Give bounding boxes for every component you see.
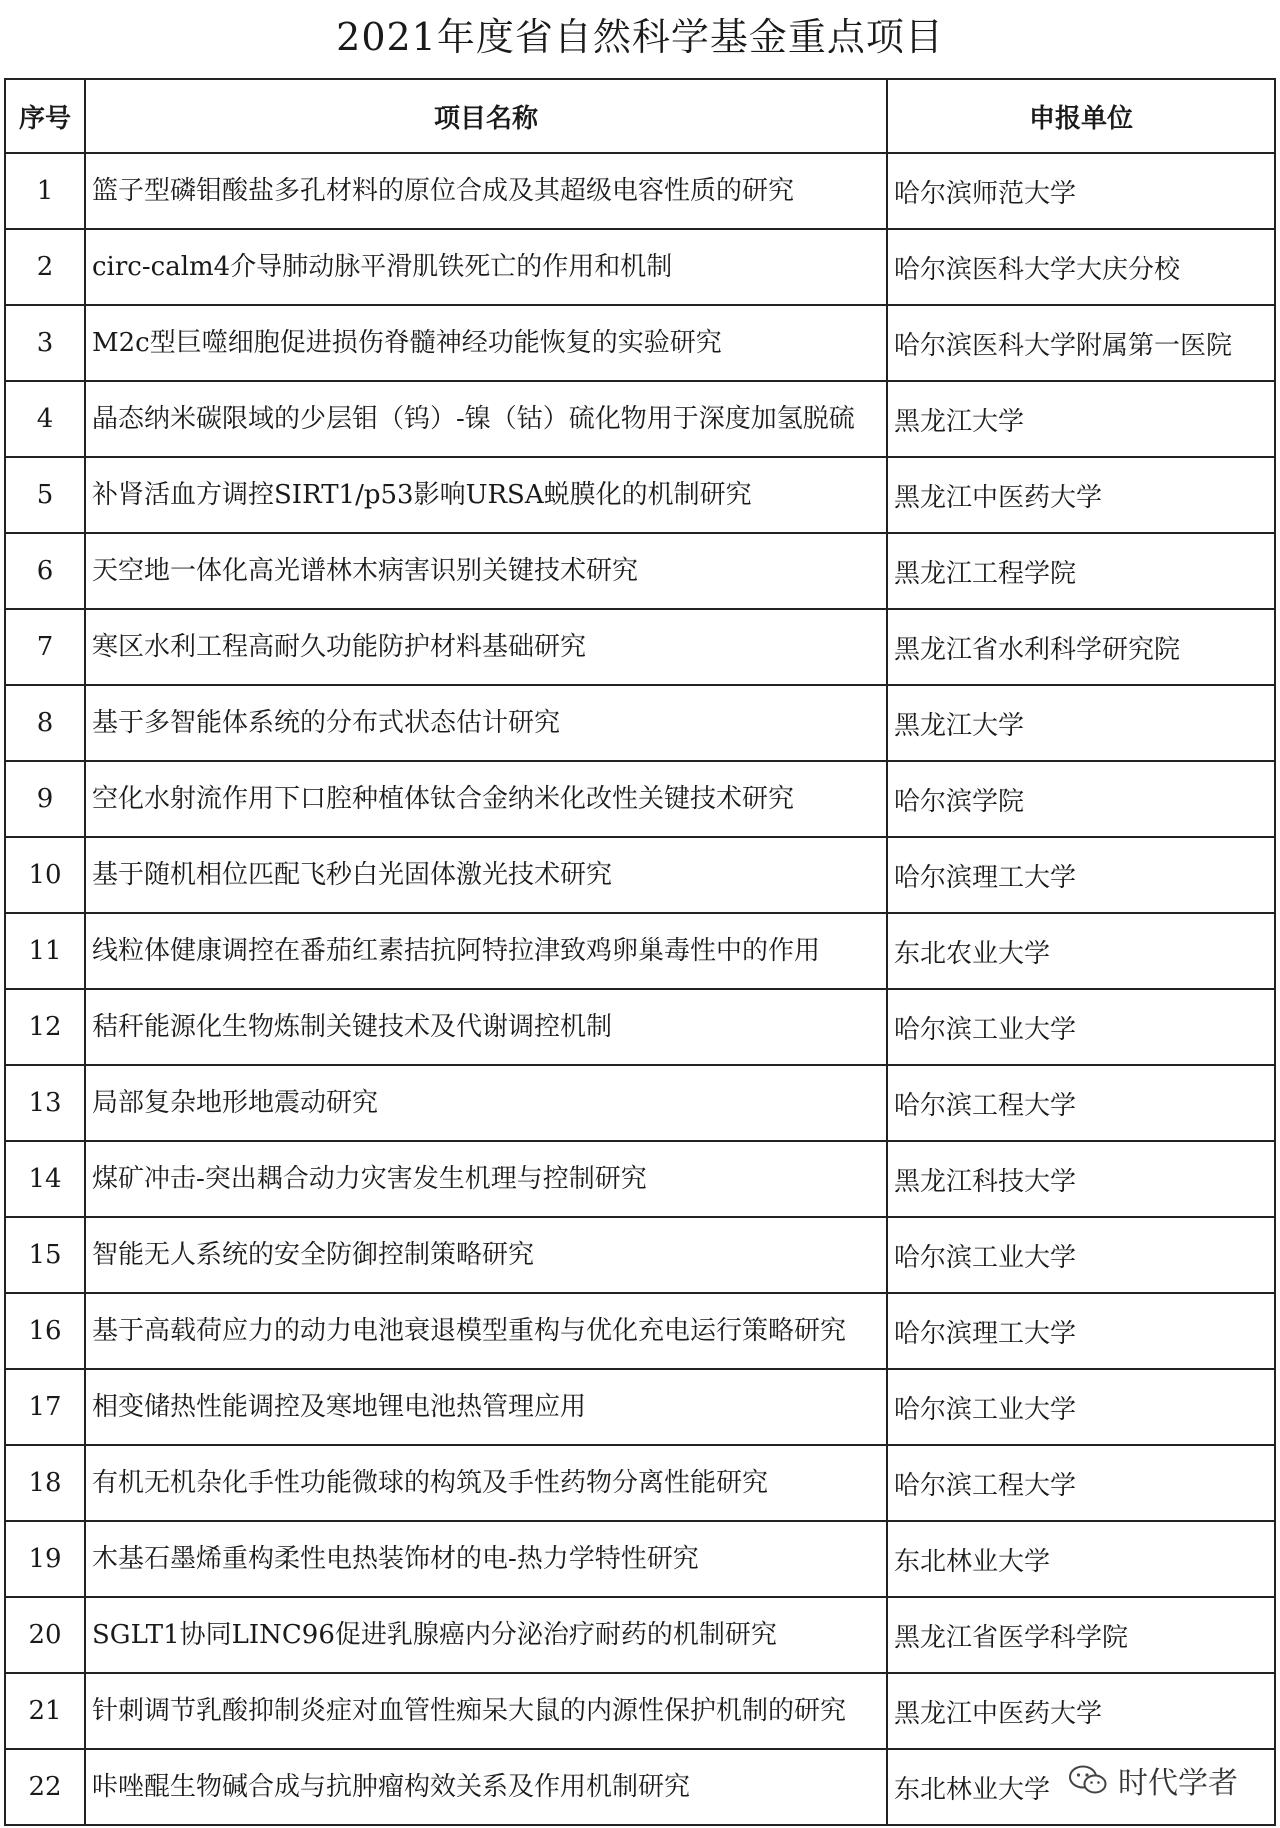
- row-unit: 哈尔滨理工大学: [887, 837, 1275, 913]
- row-num: 11: [5, 913, 85, 989]
- row-num: 9: [5, 761, 85, 837]
- row-unit: 黑龙江省水利科学研究院: [887, 609, 1275, 685]
- row-unit: 黑龙江中医药大学: [887, 457, 1275, 533]
- row-unit: 哈尔滨医科大学附属第一医院: [887, 305, 1275, 381]
- row-unit: 黑龙江大学: [887, 381, 1275, 457]
- table-row: [5, 1445, 1275, 1521]
- row-project-name: 篮子型磷钼酸盐多孔材料的原位合成及其超级电容性质的研究: [85, 153, 887, 229]
- table-row: [5, 989, 1275, 1065]
- table-row: [5, 1673, 1275, 1749]
- row-unit: 黑龙江中医药大学: [887, 1673, 1275, 1749]
- row-unit: 哈尔滨工程大学: [887, 1445, 1275, 1521]
- row-num: 13: [5, 1065, 85, 1141]
- row-num: 6: [5, 533, 85, 609]
- table-row: [5, 1065, 1275, 1141]
- row-num: 7: [5, 609, 85, 685]
- table-row: [5, 533, 1275, 609]
- row-unit: 哈尔滨工业大学: [887, 989, 1275, 1065]
- project-table: [4, 78, 1276, 1826]
- row-unit: 哈尔滨工程大学: [887, 1065, 1275, 1141]
- row-unit: 哈尔滨理工大学: [887, 1293, 1275, 1369]
- row-project-name: 基于多智能体系统的分布式状态估计研究: [85, 685, 887, 761]
- row-unit: 黑龙江省医学科学院: [887, 1597, 1275, 1673]
- row-num: 4: [5, 381, 85, 457]
- table-row: [5, 381, 1275, 457]
- watermark: [1062, 1758, 1244, 1802]
- row-num: 12: [5, 989, 85, 1065]
- row-project-name: 木基石墨烯重构柔性电热装饰材的电-热力学特性研究: [85, 1521, 887, 1597]
- row-unit: 哈尔滨工业大学: [887, 1217, 1275, 1293]
- table-row: [5, 229, 1275, 305]
- row-project-name: 秸秆能源化生物炼制关键技术及代谢调控机制: [85, 989, 887, 1065]
- table-header-row: [5, 79, 1275, 153]
- row-project-name: 空化水射流作用下口腔种植体钛合金纳米化改性关键技术研究: [85, 761, 887, 837]
- table-row: [5, 305, 1275, 381]
- row-num: 1: [5, 153, 85, 229]
- row-project-name: 智能无人系统的安全防御控制策略研究: [85, 1217, 887, 1293]
- row-unit: 东北林业大学: [887, 1521, 1275, 1597]
- row-num: 22: [5, 1749, 85, 1825]
- table-row: [5, 685, 1275, 761]
- row-project-name: 寒区水利工程高耐久功能防护材料基础研究: [85, 609, 887, 685]
- row-unit: 黑龙江大学: [887, 685, 1275, 761]
- row-unit: 哈尔滨医科大学大庆分校: [887, 229, 1275, 305]
- header-name: 项目名称: [85, 79, 887, 153]
- row-num: 19: [5, 1521, 85, 1597]
- row-num: 17: [5, 1369, 85, 1445]
- table-row: [5, 1141, 1275, 1217]
- table-row: [5, 913, 1275, 989]
- row-num: 18: [5, 1445, 85, 1521]
- row-project-name: 局部复杂地形地震动研究: [85, 1065, 887, 1141]
- row-unit: 黑龙江科技大学: [887, 1141, 1275, 1217]
- table-row: [5, 609, 1275, 685]
- page-title: 2021年度省自然科学基金重点项目: [336, 15, 944, 59]
- row-project-name: 补肾活血方调控SIRT1/p53影响URSA蜕膜化的机制研究: [85, 457, 887, 533]
- row-project-name: 煤矿冲击-突出耦合动力灾害发生机理与控制研究: [85, 1141, 887, 1217]
- row-num: 16: [5, 1293, 85, 1369]
- row-project-name: 相变储热性能调控及寒地锂电池热管理应用: [85, 1369, 887, 1445]
- row-num: 21: [5, 1673, 85, 1749]
- table-row: [5, 457, 1275, 533]
- row-project-name: 线粒体健康调控在番茄红素拮抗阿特拉津致鸡卵巢毒性中的作用: [85, 913, 887, 989]
- table-row: [5, 153, 1275, 229]
- row-project-name: 晶态纳米碳限域的少层钼（钨）-镍（钴）硫化物用于深度加氢脱硫: [85, 381, 887, 457]
- row-project-name: SGLT1协同LINC96促进乳腺癌内分泌治疗耐药的机制研究: [85, 1597, 887, 1673]
- row-project-name: 有机无机杂化手性功能微球的构筑及手性药物分离性能研究: [85, 1445, 887, 1521]
- row-project-name: 基于随机相位匹配飞秒白光固体激光技术研究: [85, 837, 887, 913]
- table-row: [5, 1217, 1275, 1293]
- row-unit: 黑龙江工程学院: [887, 533, 1275, 609]
- table-row: [5, 1293, 1275, 1369]
- wechat-icon: [1068, 1764, 1108, 1796]
- table-row: [5, 1597, 1275, 1673]
- table-row: [5, 1369, 1275, 1445]
- table-row: [5, 1521, 1275, 1597]
- header-num: 序号: [5, 79, 85, 153]
- row-num: 15: [5, 1217, 85, 1293]
- row-project-name: circ-calm4介导肺动脉平滑肌铁死亡的作用和机制: [85, 229, 887, 305]
- row-num: 8: [5, 685, 85, 761]
- row-project-name: 针刺调节乳酸抑制炎症对血管性痴呆大鼠的内源性保护机制的研究: [85, 1673, 887, 1749]
- row-num: 5: [5, 457, 85, 533]
- row-num: 3: [5, 305, 85, 381]
- row-num: 14: [5, 1141, 85, 1217]
- row-num: 2: [5, 229, 85, 305]
- row-project-name: 咔唑醌生物碱合成与抗肿瘤构效关系及作用机制研究: [85, 1749, 887, 1825]
- row-project-name: 基于高载荷应力的动力电池衰退模型重构与优化充电运行策略研究: [85, 1293, 887, 1369]
- row-project-name: M2c型巨噬细胞促进损伤脊髓神经功能恢复的实验研究: [85, 305, 887, 381]
- table-row: [5, 761, 1275, 837]
- table-row: [5, 837, 1275, 913]
- header-unit: 申报单位: [887, 79, 1275, 153]
- row-unit: 哈尔滨师范大学: [887, 153, 1275, 229]
- row-unit: 东北农业大学: [887, 913, 1275, 989]
- row-project-name: 天空地一体化高光谱林木病害识别关键技术研究: [85, 533, 887, 609]
- row-unit: 东北林业大学: [887, 1749, 1275, 1825]
- row-num: 10: [5, 837, 85, 913]
- row-unit: 哈尔滨学院: [887, 761, 1275, 837]
- row-unit: 哈尔滨工业大学: [887, 1369, 1275, 1445]
- watermark-text: 时代学者: [1118, 1766, 1238, 1801]
- row-num: 20: [5, 1597, 85, 1673]
